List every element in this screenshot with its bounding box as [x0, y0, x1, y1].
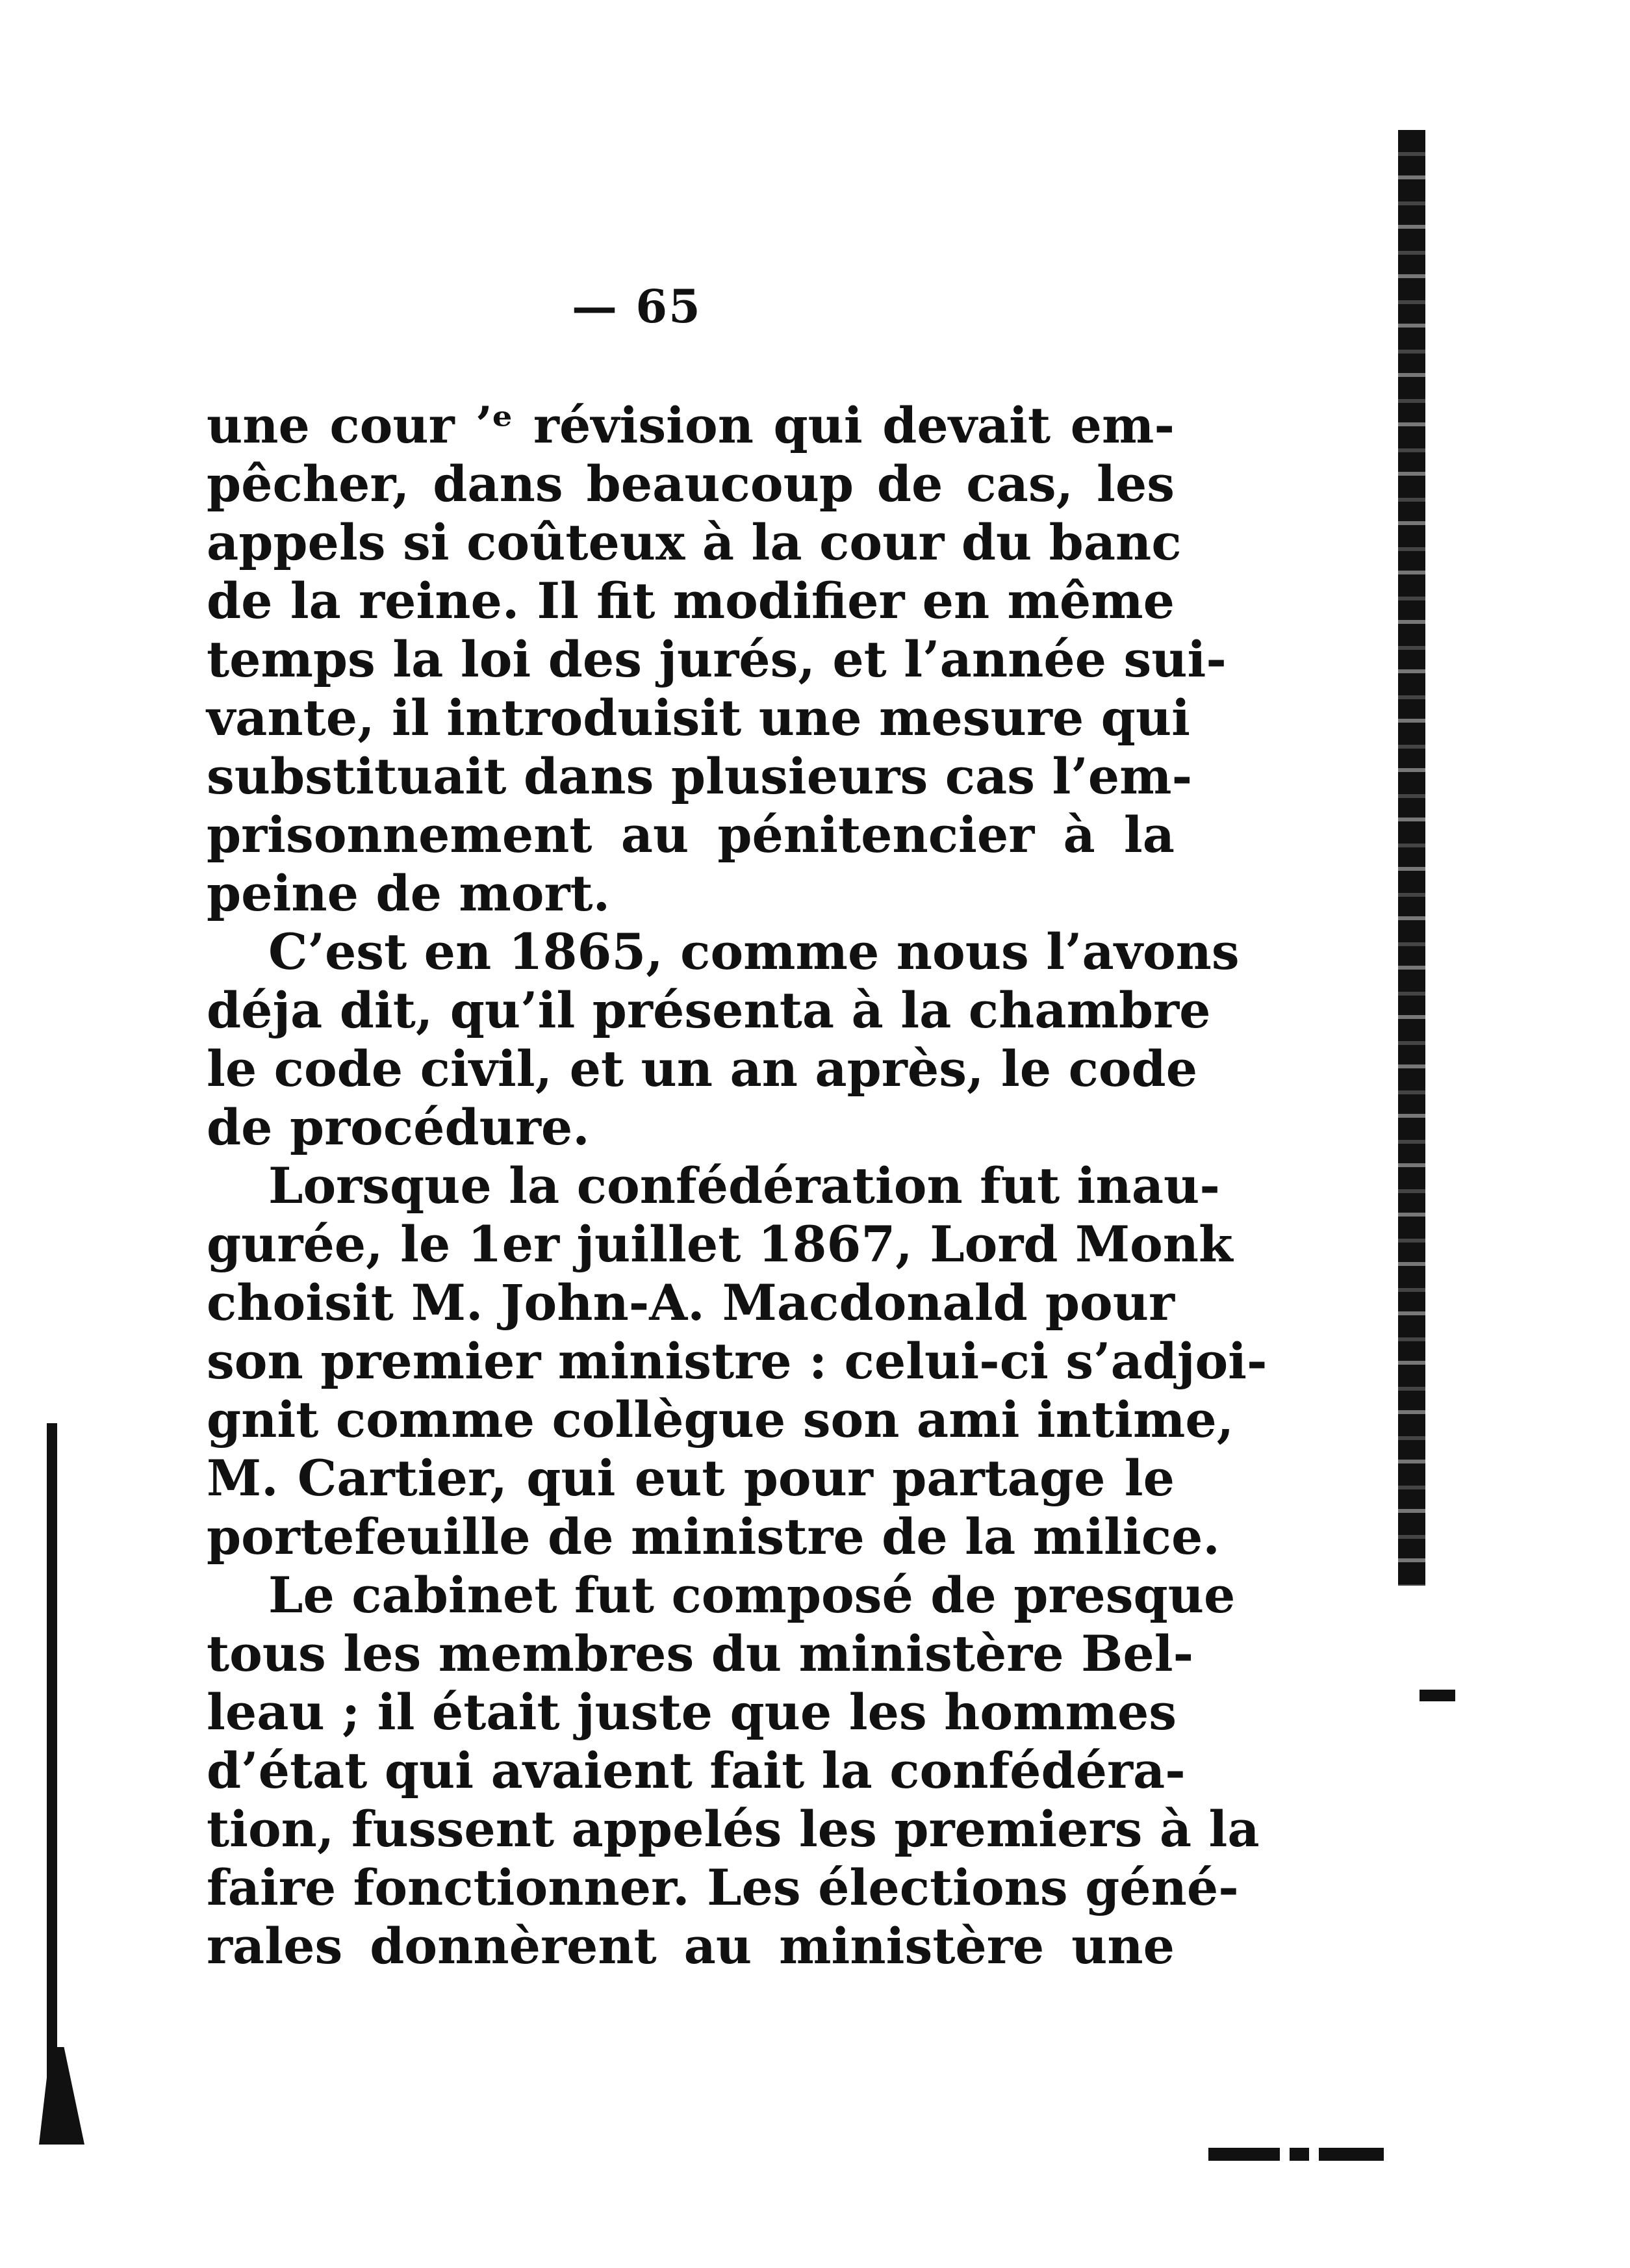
- scan-mark-right: [1420, 1690, 1455, 1701]
- text-line: gurée, le 1er juillet 1867, Lord Monk: [207, 1215, 1233, 1273]
- text-line: prisonnement au pénitencier à la: [207, 806, 1175, 864]
- body-text: [207, 396, 1267, 1976]
- text-line: pêcher, dans beaucoup de cas, les: [207, 455, 1175, 513]
- text-line: son premier ministre : celui-ci s’adjoi-: [207, 1332, 1267, 1390]
- text-line: gnit comme collègue son ami intime,: [207, 1391, 1234, 1449]
- text-line: portefeuille de ministre de la milice.: [207, 1508, 1220, 1566]
- scan-mark-bottom-1: [1208, 2148, 1280, 2161]
- text-line: temps la loi des jurés, et l’année sui-: [207, 630, 1227, 688]
- text-line: leau ; il était juste que les hommes: [207, 1683, 1177, 1741]
- scan-mark-bottom-3: [1319, 2148, 1384, 2161]
- text-line: appels si coûteux à la cour du banc: [207, 513, 1182, 571]
- page-number: — 65: [572, 279, 702, 333]
- text-line: M. Cartier, qui eut pour partage le: [207, 1449, 1175, 1507]
- text-line: Le cabinet fut composé de presque: [268, 1566, 1236, 1624]
- text-line: substituait dans plusieurs cas l’em-: [207, 747, 1193, 805]
- text-line: tous les membres du ministère Bel-: [207, 1625, 1194, 1682]
- scan-binding-edge-left: [47, 1423, 57, 2112]
- text-line: déja dit, qu’il présenta à la chambre: [207, 981, 1211, 1039]
- text-line: rales donnèrent au ministère une: [207, 1917, 1175, 1975]
- text-line: peine de mort.: [207, 864, 611, 922]
- text-line: tion, fussent appelés les premiers à la: [207, 1800, 1260, 1858]
- text-line: Lorsque la confédération fut inau-: [268, 1157, 1220, 1215]
- text-line: faire fonctionner. Les élections géné-: [207, 1859, 1239, 1916]
- text-line: une cour ʼᵉ révision qui devait em-: [207, 396, 1175, 454]
- text-line: de procédure.: [207, 1098, 590, 1156]
- text-line: vante, il introduisit une mesure qui: [207, 689, 1190, 747]
- text-line: le code civil, et un an après, le code: [207, 1040, 1198, 1098]
- text-line: de la reine. Il fit modifier en même: [207, 572, 1175, 630]
- scan-binding-edge-right: [1398, 130, 1425, 1586]
- text-line: choisit M. John-A. Macdonald pour: [207, 1274, 1175, 1332]
- scan-mark-bottom-2: [1290, 2148, 1309, 2161]
- text-line: d’état qui avaient fait la confédéra-: [207, 1742, 1186, 1799]
- text-line: C’est en 1865, comme nous l’avons: [268, 923, 1240, 981]
- scan-binding-foot-left: [39, 2047, 84, 2145]
